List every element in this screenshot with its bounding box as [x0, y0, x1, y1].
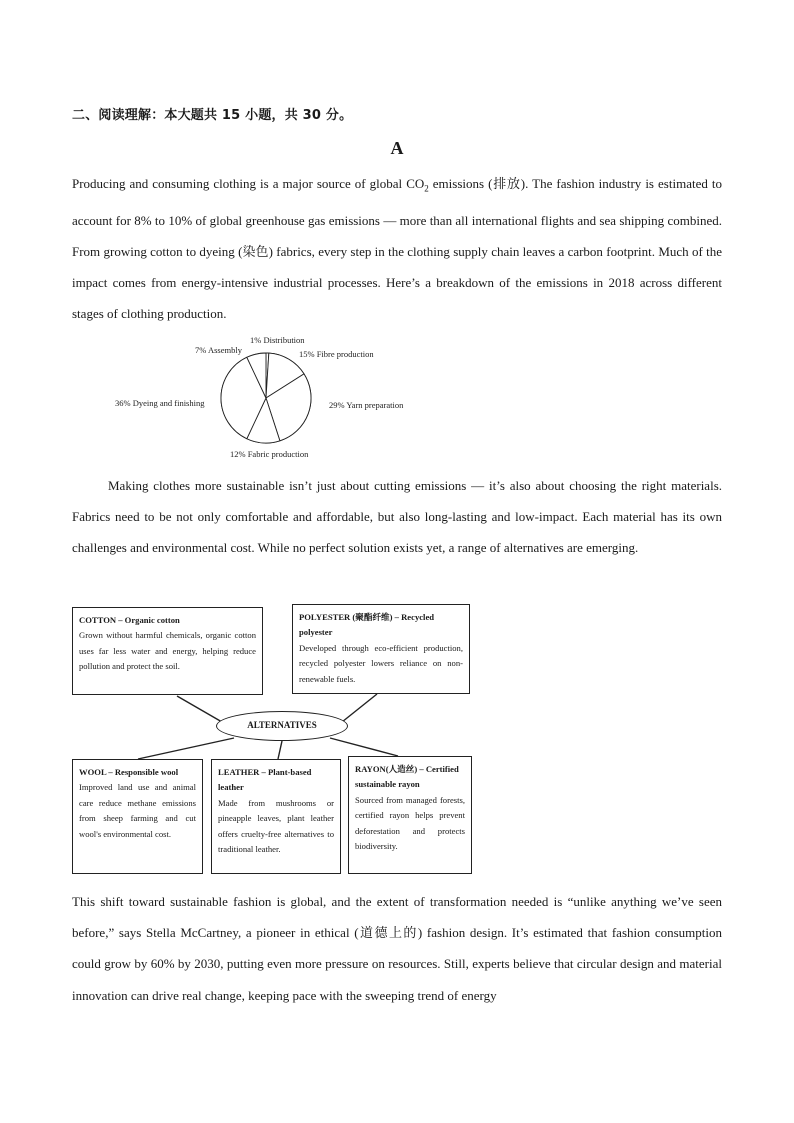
pie-slice-label: 15% Fibre production — [299, 349, 374, 359]
wool-title: WOOL – Responsible wool — [79, 767, 179, 777]
wool-box — [72, 759, 203, 874]
polyester-box — [292, 604, 470, 694]
cotton-title: COTTON – Organic cotton — [79, 615, 180, 625]
rayon-title: RAYON(人造丝) – Certified sustainable rayon — [355, 764, 459, 790]
section-heading: 二、阅读理解：本大题共 15 小题，共 30 分。 — [72, 108, 353, 123]
polyester-body: Developed through eco-efficient production, recycled polyester lowers reliance on non-renewable fuels. — [299, 642, 463, 684]
rayon-box — [348, 756, 472, 874]
wool-body: Improved land use and animal care reduce methane emissions from sheep farming and cut wool's environmental cost. — [79, 782, 196, 839]
pie-slice-label: 1% Distribution — [250, 335, 305, 345]
paragraph-1-text-a: Producing and consuming clothing is a major source of global CO — [72, 176, 425, 191]
pie-slice-label: 12% Fabric production — [230, 449, 309, 459]
pie-slice-label: 36% Dyeing and finishing — [115, 398, 205, 408]
polyester-title: POLYESTER (聚酯纤维) – Recycled polyester — [299, 612, 435, 638]
pie-slice-label: 29% Yarn preparation — [329, 400, 404, 410]
paragraph-2-text: Making clothes more sustainable isn’t just about cutting emissions — it’s also about choosing the right materials. Fabrics need to be not only comfortable and affordable, but also long-lasting and low-impact. Each material has its own challenges and environmental cost. While no perfect solution exists yet, a range of alternatives are emerging. — [72, 478, 722, 556]
rayon-body: Sourced from managed forests, certified rayon helps prevent deforestation and protects biodiversity. — [355, 794, 465, 852]
leather-box — [211, 759, 341, 874]
leather-title: LEATHER – Plant-based leather — [218, 767, 312, 793]
paragraph-3-text: This shift toward sustainable fashion is global, and the extent of transformation needed is “unlike anything we’ve seen before,” says Stella McCartney, a pioneer in ethical (道德上的) fashion design. It’s estimated that fashion consumption could grow by 60% by 2030, putting even more pressure on resources. Still, experts believe that circular design and material innovation can drive real change, keeping pace with the sweeping trend of energy — [72, 894, 722, 1003]
cotton-body: Grown without harmful chemicals, organic cotton uses far less water and energy, helping reduce pollution and protect the soil. — [79, 630, 256, 672]
leather-body: Made from mushrooms or pineapple leaves, plant leather offers cruelty-free alternatives to traditional leather. — [218, 797, 334, 855]
paragraph-3 — [72, 886, 722, 1011]
pie-slice-label: 7% Assembly — [195, 345, 242, 355]
cotton-box — [72, 607, 263, 695]
alternatives-mindmap — [72, 604, 476, 876]
emissions-pie-chart — [100, 328, 420, 466]
paragraph-1 — [72, 168, 722, 330]
paragraph-2 — [72, 470, 722, 564]
passage-letter: A — [390, 138, 404, 158]
alternatives-center-oval: ALTERNATIVES — [216, 711, 348, 741]
paragraph-1-text-b: emissions (排放). The fashion industry is estimated to account for 8% to 10% of global greenhouse gas emissions — more than all international flights and sea shipping combined. From growing cotton to dyeing (染色) fabrics, every step in the clothing supply chain leaves a carbon footprint. Much of the impact comes from energy-intensive industrial processes. Here’s a breakdown of the emissions in 2018 across different stages of clothing production. — [72, 176, 722, 322]
co2-subscript: 2 — [424, 183, 429, 194]
